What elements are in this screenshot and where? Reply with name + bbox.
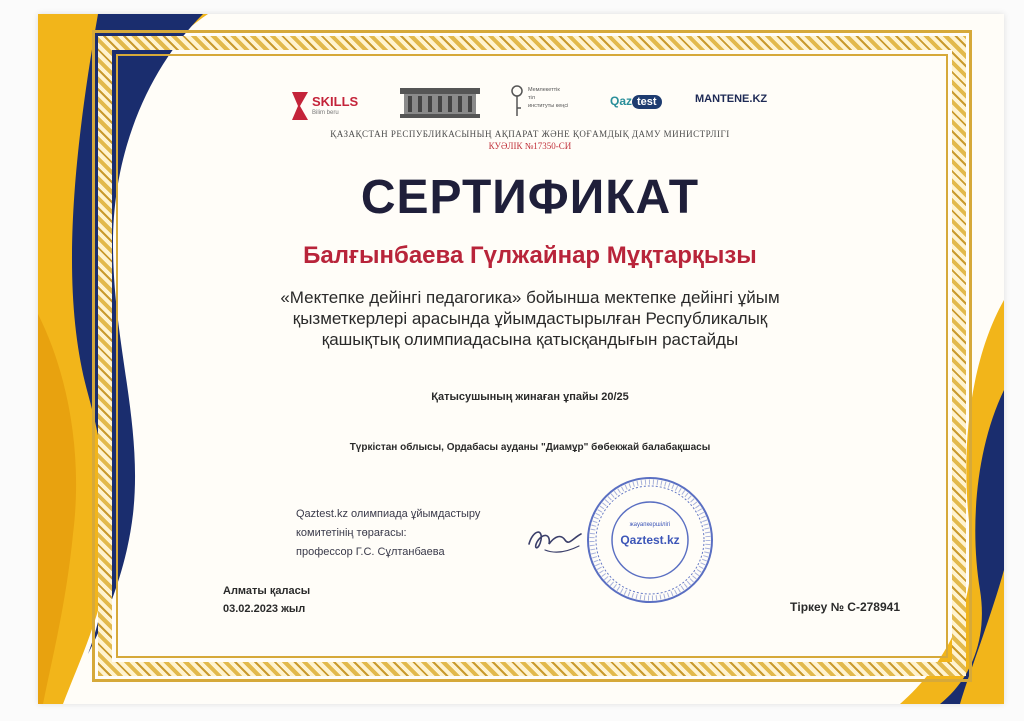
certificate-body [180,287,880,350]
skills-logo-text: SKILLS [312,94,359,109]
key-emblem-icon [510,84,524,118]
stamp-center-text: Qaztest.kz [620,533,680,547]
skills-logo [290,88,375,129]
registration-number: Тіркеу № С-278941 [790,600,900,614]
recipient-name: Балғынбаева Гүлжайнар Мұқтарқызы [303,242,757,269]
mantene-logo: MANTENE.KZ [695,93,768,105]
institute-logo-line-1: Мемлекеттік [528,87,560,93]
institute-logo-line-2: тіл [528,95,535,101]
logos-row [290,80,790,130]
ministry-line: ҚАЗАҚСТАН РЕСПУБЛИКАСЫНЫҢ АҚПАРАТ ЖӘНЕ ҚОҒАМДЫҚ ДАМУ МИНИСТРЛІГІ [330,129,730,139]
body-line-2: қызметкерлері арасында ұйымдастырылған Республикалық [292,309,768,328]
government-building-icon [400,84,480,120]
building-logo [400,84,480,125]
committee-line-3: профессор Г.С. Сұлтанбаева [296,546,445,558]
license-line: КУӘЛІК №17350-СИ [488,141,572,151]
body-line-3: қашықтық олимпиадасына қатысқандығын растайды [321,330,739,349]
city-name: Алматы қаласы [223,585,311,597]
body-line-1: «Мектепке дейінгі педагогика» бойынша мектепке дейінгі ұйым [280,288,780,307]
score-line: Қатысушының жинаған ұпайы 20/25 [431,391,629,403]
skills-logo-subtext: Bilim beru [312,110,339,116]
certificate-title: СЕРТИФИКАТ [360,171,700,224]
qaztest-stamp [584,474,716,606]
qaztest-logo-badge: test [632,95,662,109]
signature-icon [525,520,585,560]
city-date-block [223,582,383,618]
organization-line: Түркістан облысы, Ордабасы ауданы "Диамұр" бөбекжай балабақшасы [349,442,711,453]
issue-date: 03.02.2023 жыл [223,603,306,615]
committee-line-1: Qaztest.kz олимпиада ұйымдастыру [296,508,481,520]
qaztest-logo [610,92,662,110]
qaztest-logo-prefix: Qaz [610,94,633,108]
committee-line-2: комитетінің төрағасы: [296,527,407,539]
stamp-small-text: жауапкершілігі [629,522,671,528]
institute-logo-line-3: институты кеңсі [528,103,569,109]
